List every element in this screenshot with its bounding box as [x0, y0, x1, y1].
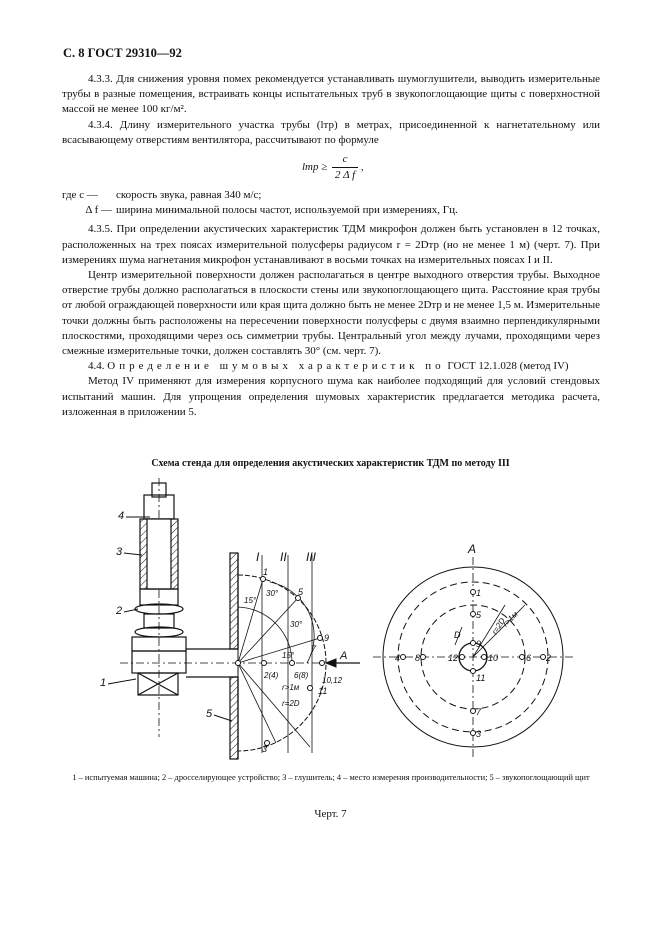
point-1: 1: [263, 567, 269, 577]
para-4-3-5b: Центр измерительной поверхности должен располагаться в центре выходного отверстия трубы. Выходное отверстие трубы должно располагаться в плоскости стены или звукопоглощающего щита. Расстояние края трубы от любой ограждающей поверхности или края щита должно быть не менее 2Dтр и не менее 1,5 м. Измерительные точки должны быть расположены на пересечении поверхности полусферы с двумя взаимно перпендикулярными плоскостями, проходящими через ось симметрии трубы. Центральный угол между лучами, проходящими через смежные измерительные точки, должен составлять 30° (см. черт. 7).: [62, 269, 600, 358]
front-point-6: 6: [526, 653, 532, 663]
para-heading: Определение шумовых характеристик по: [107, 360, 445, 373]
radius-label-a: r>1м: [282, 683, 300, 692]
point-7: 7: [311, 644, 317, 654]
point-6-8: 6(8): [294, 671, 309, 680]
para-4-4b: Метод IV применяют для измерения корпусного шума как наиболее подходящий для условий стендовых испытаний машин. Для упрощения определения шумовых характеристик предлагается методика расчета, изложенная в приложении 5.: [62, 375, 600, 418]
belt-II: II: [280, 550, 287, 564]
para-4-3-3: 4.3.3. Для снижения уровня помех рекомендуется устанавливать шумоглушители, выводить измерительные трубы в разные помещения, встраивать концы испытательных труб в звукопоглощающие щиты с поверхностной массой не менее 100 кг/м².: [62, 73, 600, 116]
front-point-2: 2: [546, 653, 552, 663]
point-9: 9: [324, 633, 330, 643]
belt-III: III: [306, 550, 317, 564]
definition-text: ширина минимальной полосы частот, используемой при измерениях, Гц.: [116, 204, 458, 217]
figure-caption: 1 – испытуемая машина; 2 – дросселирующее устройство; 3 – глушитель; 4 – место измерения производительности; 5 – звукопоглощающий щит: [72, 773, 590, 782]
point-3: 3: [262, 744, 268, 754]
para-4-3-4: 4.3.4. Длину измерительного участка трубы (lтр) в метрах, присоединенной к нагнетательному или всасывающему отверстиям вентилятора, рассчитывают по формуле: [62, 118, 600, 146]
definition-symbol: где c —: [62, 189, 98, 202]
front-point-7: 7: [476, 707, 482, 717]
front-radius-a: r>1м: [501, 609, 520, 629]
label-3: 3: [116, 546, 123, 558]
radius-label-b: r=2D: [282, 699, 300, 708]
point-11: 11: [318, 686, 328, 696]
angle-15b: 15°: [282, 651, 295, 660]
label-5: 5: [206, 708, 213, 720]
front-point-12: 12: [448, 653, 459, 663]
para-number: 4.4.: [88, 360, 105, 373]
label-2: 2: [116, 605, 123, 617]
arrow-A-label: A: [340, 650, 348, 662]
definition-symbol: Δ f —: [85, 204, 112, 217]
label-4: 4: [118, 510, 125, 522]
definition-df: [62, 203, 600, 218]
absorbing-panel: [230, 553, 238, 759]
para-4-4: [62, 359, 600, 374]
front-point-4: 4: [395, 653, 401, 663]
formula-lhs: lтр ≥: [302, 161, 328, 174]
angle-15: 15°: [244, 596, 257, 605]
page-header: С. 8 ГОСТ 29310—92: [63, 46, 182, 60]
angle-30a: 30°: [266, 589, 279, 598]
formula-numerator: c: [332, 152, 358, 168]
point-10-12: 10,12: [322, 676, 343, 685]
front-radius-b: r=2D: [490, 616, 508, 637]
front-point-3: 3: [476, 729, 482, 739]
para-heading-ref: ГОСТ 12.1.028 (метод IV): [447, 360, 569, 373]
view-A-label: A: [468, 542, 477, 556]
front-point-10: 10: [488, 653, 499, 663]
figure-number: Черт. 7: [314, 808, 347, 820]
front-point-9: 9: [476, 639, 482, 649]
label-1: 1: [100, 677, 107, 689]
angle-30b: 30°: [290, 620, 303, 629]
para-4-3-5: 4.3.5. При определении акустических характеристик ТДМ микрофон должен быть установлен в 12 точках, расположенных на трех поясах измерительной полусферы радиусом r = 2Dтр (но не менее 1 м) (черт. 7). При измерениях шума нагнетания микрофон устанавливают в восьми точках на измерительных поясах I и II.: [62, 223, 600, 266]
front-diameter-label: D: [454, 630, 461, 640]
formula-denominator: 2 Δ f: [335, 169, 356, 182]
formula-tail: ,: [360, 161, 364, 174]
front-point-11: 11: [476, 673, 486, 683]
stand-diagram: [60, 475, 602, 770]
figure-title: Схема стенда для определения акустических характеристик ТДМ по методу III: [151, 458, 510, 469]
measuring-points-front: [401, 590, 546, 736]
front-point-1: 1: [476, 588, 482, 598]
point-2-4: 2(4): [264, 671, 279, 680]
point-5: 5: [298, 587, 304, 597]
front-point-8: 8: [415, 653, 421, 663]
definition-text: скорость звука, равная 340 м/с;: [116, 189, 262, 202]
body-text: [62, 72, 600, 420]
front-point-5: 5: [476, 610, 482, 620]
formula: [62, 148, 600, 188]
definition-c: [62, 188, 600, 203]
belt-I: I: [256, 550, 260, 564]
